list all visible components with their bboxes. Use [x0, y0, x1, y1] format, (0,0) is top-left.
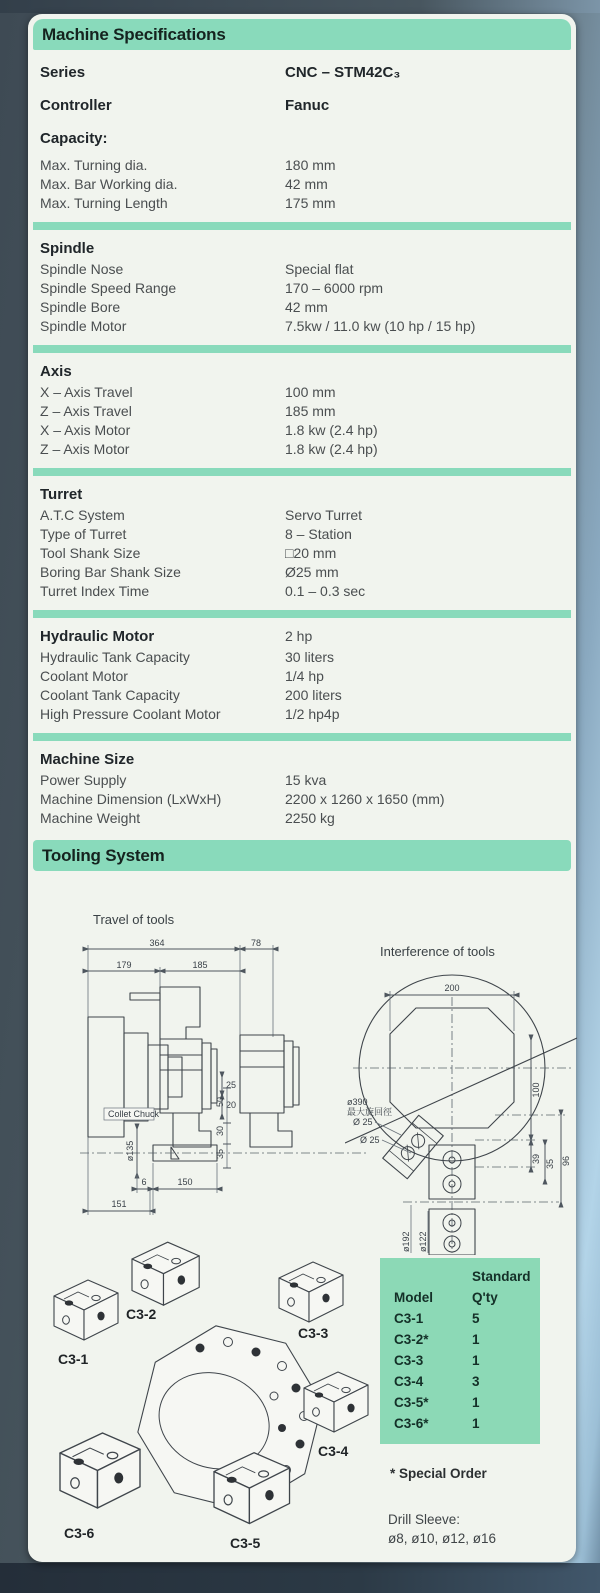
spec-row — [40, 299, 566, 318]
tool-label-c3-3: C3-3 — [298, 1325, 329, 1341]
spec-value: 1.8 kw (2.4 hp) — [285, 422, 378, 438]
spec-row — [40, 507, 566, 526]
spec-label: Max. Turning Length — [40, 195, 168, 211]
qty-table-row — [380, 1350, 540, 1371]
tool-c3-3-art — [279, 1262, 343, 1322]
spec-section-header — [40, 484, 566, 507]
qty-table-rows — [380, 1308, 540, 1434]
spec-label: Series — [40, 64, 86, 81]
spec-label: Max. Turning dia. — [40, 157, 148, 173]
qty-value: 1 — [472, 1416, 480, 1431]
tooling-system-header — [33, 840, 571, 871]
spec-row — [40, 668, 566, 687]
spec-value: Servo Turret — [285, 507, 363, 523]
interference-of-tools-drawing — [345, 955, 577, 1255]
spec-row — [40, 157, 566, 176]
spec-row — [40, 441, 566, 460]
spec-value: 170 – 6000 rpm — [285, 280, 384, 296]
dim-150: 150 — [177, 1177, 193, 1187]
dim-6: 6 — [141, 1177, 147, 1187]
spec-value: 42 mm — [285, 176, 328, 192]
tool-label-c3-1: C3-1 — [58, 1351, 89, 1367]
qty-model: C3-3 — [394, 1353, 424, 1368]
qty-table-header-row2 — [380, 1287, 540, 1308]
section-divider — [33, 222, 571, 230]
drill-sleeve-sizes: ø8, ø10, ø12, ø16 — [388, 1531, 497, 1546]
section-divider — [33, 468, 571, 476]
section-title: Machine Size — [40, 751, 135, 768]
spec-label: Type of Turret — [40, 526, 127, 542]
qty-table-row — [380, 1329, 540, 1350]
spec-label: Z – Axis Motor — [40, 441, 130, 457]
section-header-value: 2 hp — [285, 628, 313, 644]
dim-dia122: ø122 — [418, 1231, 428, 1252]
interference-of-tools-title: Interference of tools — [380, 944, 495, 959]
qty-model: C3-4 — [394, 1374, 424, 1389]
spec-value: CNC – STM42C₃ — [285, 64, 401, 81]
spec-label: Capacity: — [40, 130, 108, 147]
spec-section-header — [40, 361, 566, 384]
dim-dia25-b: Ø 25 — [360, 1135, 380, 1145]
spec-row — [40, 91, 566, 124]
spec-value: Fanuc — [285, 97, 330, 114]
spec-row — [40, 687, 566, 706]
spec-label: Machine Weight — [40, 810, 141, 826]
spec-label: X – Axis Motor — [40, 422, 131, 438]
spec-value: 30 liters — [285, 649, 335, 665]
spec-value: 42 mm — [285, 299, 328, 315]
tool-label-c3-6: C3-6 — [64, 1525, 95, 1541]
spec-label: Hydraulic Tank Capacity — [40, 649, 190, 665]
tool-c3-6-art — [60, 1433, 140, 1508]
tool-label-c3-2: C3-2 — [126, 1306, 157, 1322]
spec-row — [40, 195, 566, 214]
dim-20: 20 — [226, 1100, 237, 1110]
section-divider — [33, 733, 571, 741]
dim-25: 25 — [226, 1080, 237, 1090]
spec-section-header — [40, 749, 566, 772]
spec-value: 1/4 hp — [285, 668, 324, 684]
spec-row — [40, 261, 566, 280]
spec-row — [40, 422, 566, 441]
spec-value: 2250 kg — [285, 810, 335, 826]
spec-value: □20 mm — [285, 545, 337, 561]
machine-specifications-header — [33, 19, 571, 50]
qty-value: 1 — [472, 1353, 480, 1368]
dim-dia192: ø192 — [401, 1231, 411, 1252]
spec-label: Coolant Tank Capacity — [40, 687, 180, 703]
section-divider — [33, 345, 571, 353]
dim-50: 50 — [215, 1096, 225, 1107]
spec-value: 15 kva — [285, 772, 327, 788]
spec-row — [40, 526, 566, 545]
spec-value: 100 mm — [285, 384, 336, 400]
qty-table-header-row1 — [380, 1266, 540, 1287]
dim-185: 185 — [192, 960, 208, 970]
qty-model: C3-5* — [394, 1395, 429, 1410]
spec-label: A.T.C System — [40, 507, 125, 523]
section-title: Hydraulic Motor — [40, 628, 155, 645]
dim-39: 39 — [531, 1153, 541, 1165]
qty-table-row — [380, 1392, 540, 1413]
dim-100: 100 — [531, 1082, 541, 1098]
spec-label: Spindle Motor — [40, 318, 127, 334]
dim-dia390: ø390 — [347, 1097, 368, 1107]
spec-row — [40, 58, 566, 91]
dim-dia25-a: Ø 25 — [353, 1117, 373, 1127]
spec-row — [40, 403, 566, 422]
spec-row — [40, 706, 566, 725]
spec-label: Spindle Bore — [40, 299, 121, 315]
dim-30: 30 — [215, 1125, 225, 1136]
spec-row — [40, 384, 566, 403]
dim-35: 35 — [215, 1148, 225, 1159]
tool-label-c3-4: C3-4 — [318, 1443, 349, 1459]
spec-value: 1/2 hp4p — [285, 706, 340, 722]
spec-row — [40, 124, 566, 157]
section-title: Turret — [40, 486, 83, 503]
section-title: Axis — [40, 363, 72, 380]
spec-row — [40, 318, 566, 337]
spec-value: 185 mm — [285, 403, 336, 419]
specifications-list — [40, 58, 566, 829]
drill-sleeve-note — [388, 1510, 496, 1548]
spec-value: 0.1 – 0.3 sec — [285, 583, 366, 599]
qty-table-model-header: Model — [394, 1290, 433, 1305]
spec-row — [40, 649, 566, 668]
qty-value: 1 — [472, 1332, 480, 1347]
travel-of-tools-title: Travel of tools — [93, 912, 175, 927]
standard-qty-table — [380, 1258, 540, 1444]
qty-model: C3-6* — [394, 1416, 429, 1431]
tool-c3-1-art — [54, 1280, 118, 1340]
spec-label: Controller — [40, 97, 112, 114]
spec-value: Special flat — [285, 261, 354, 277]
spec-row — [40, 810, 566, 829]
spec-value: 2200 x 1260 x 1650 (mm) — [285, 791, 445, 807]
spec-value: Ø25 mm — [285, 564, 339, 580]
spec-label: Coolant Motor — [40, 668, 128, 684]
tool-c3-4-art — [304, 1372, 368, 1432]
qty-table-qty-header: Q'ty — [472, 1290, 498, 1305]
spec-value: 8 – Station — [285, 526, 352, 542]
qty-model: C3-2* — [394, 1332, 429, 1347]
spec-row — [40, 545, 566, 564]
tooling-system-title: Tooling System — [42, 845, 165, 865]
collet-chuck-label: Collet Chuck — [108, 1109, 160, 1119]
dim-78: 78 — [250, 938, 262, 948]
spec-row — [40, 564, 566, 583]
dim-364: 364 — [149, 938, 165, 948]
spec-label: Boring Bar Shank Size — [40, 564, 181, 580]
spec-value: 175 mm — [285, 195, 336, 211]
brochure-card — [28, 14, 576, 1562]
dim-151: 151 — [111, 1199, 127, 1209]
machine-specifications-title: Machine Specifications — [42, 24, 226, 44]
spec-label: Turret Index Time — [40, 583, 150, 599]
spec-label: X – Axis Travel — [40, 384, 133, 400]
qty-value: 5 — [472, 1311, 480, 1326]
spec-section-header — [40, 626, 566, 649]
tool-c3-2-art — [132, 1242, 199, 1305]
spec-row — [40, 791, 566, 810]
spec-label: Machine Dimension (LxWxH) — [40, 791, 222, 807]
section-divider — [33, 610, 571, 618]
drill-sleeve-title: Drill Sleeve: — [388, 1512, 461, 1527]
spec-row — [40, 772, 566, 791]
qty-value: 1 — [472, 1395, 480, 1410]
qty-table-row — [380, 1413, 540, 1434]
qty-table-standard: Standard — [472, 1269, 531, 1284]
spec-section-header — [40, 238, 566, 261]
spec-value: 180 mm — [285, 157, 336, 173]
dim-200: 200 — [444, 983, 460, 993]
dim-96: 96 — [561, 1155, 571, 1167]
spec-label: High Pressure Coolant Motor — [40, 706, 221, 722]
tool-holders-illustration — [36, 1216, 376, 1556]
spec-value: 1.8 kw (2.4 hp) — [285, 441, 378, 457]
spec-label: Spindle Speed Range — [40, 280, 177, 296]
dim-179: 179 — [116, 960, 132, 970]
spec-label: Max. Bar Working dia. — [40, 176, 178, 192]
dim-35b: 35 — [545, 1158, 555, 1170]
spec-value: 7.5kw / 11.0 kw (10 hp / 15 hp) — [285, 318, 476, 334]
spec-label: Z – Axis Travel — [40, 403, 132, 419]
dim-dia135: ø135 — [125, 1140, 135, 1162]
spec-label: Power Supply — [40, 772, 127, 788]
spec-row — [40, 583, 566, 602]
section-title: Spindle — [40, 240, 95, 257]
spec-value: 200 liters — [285, 687, 342, 703]
spec-label: Spindle Nose — [40, 261, 124, 277]
spec-row — [40, 280, 566, 299]
special-order-note: * Special Order — [390, 1466, 487, 1481]
qty-table-row — [380, 1371, 540, 1392]
spec-row — [40, 176, 566, 195]
qty-table-row — [380, 1308, 540, 1329]
qty-model: C3-1 — [394, 1311, 424, 1326]
qty-value: 3 — [472, 1374, 480, 1389]
spec-label: Tool Shank Size — [40, 545, 141, 561]
dia390-note: 最大旋回徑 — [347, 1107, 393, 1117]
tool-label-c3-5: C3-5 — [230, 1535, 261, 1551]
